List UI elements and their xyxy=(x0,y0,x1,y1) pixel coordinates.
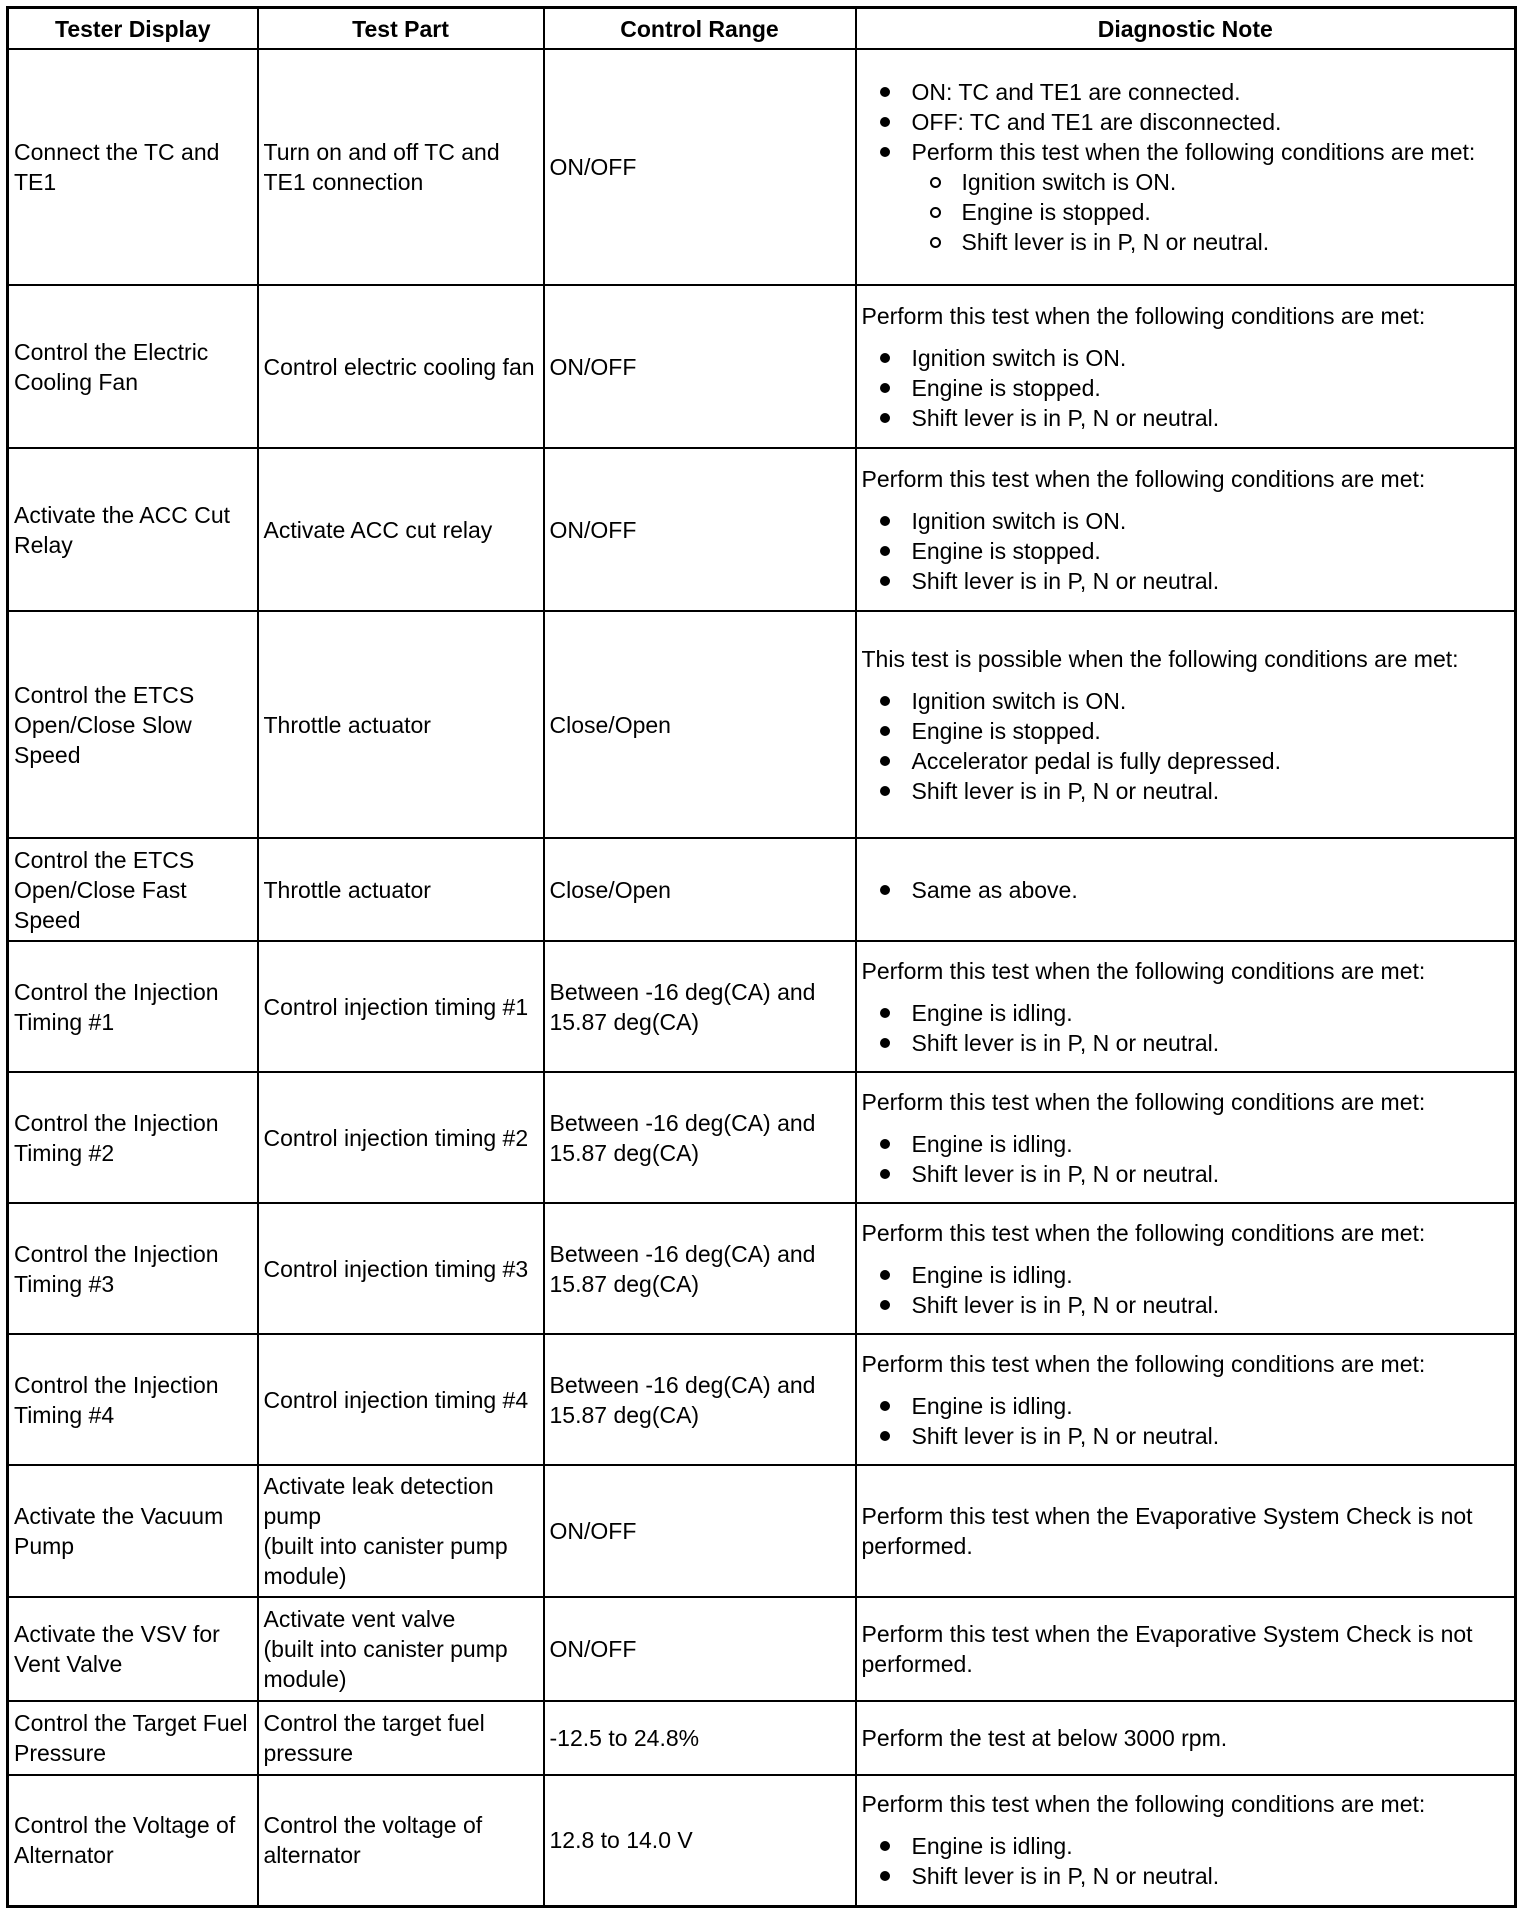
header-control-range: Control Range xyxy=(544,8,856,50)
tester-display-cell: Control the ETCS Open/Close Fast Speed xyxy=(8,838,258,941)
bullet-item: Engine is idling. xyxy=(862,1129,1510,1159)
note-bullets xyxy=(862,1129,1510,1189)
table-row xyxy=(8,941,1516,1072)
note-text: Perform this test when the following conditions are met: xyxy=(861,1088,1426,1115)
bullet-item: Engine is stopped. xyxy=(862,373,1510,403)
control-range-cell: -12.5 to 24.8% xyxy=(544,1701,856,1775)
test-part-cell: Control injection timing #1 xyxy=(258,941,544,1072)
tester-display-cell: Control the Injection Timing #3 xyxy=(8,1203,258,1334)
bullet-item: Engine is idling. xyxy=(862,1831,1510,1861)
control-range-cell: Between -16 deg(CA) and 15.87 deg(CA) xyxy=(544,1072,856,1203)
note-bullets xyxy=(862,1831,1510,1891)
note-bullets xyxy=(862,1391,1510,1451)
test-part-cell: Control the target fuel pressure xyxy=(258,1701,544,1775)
bullet-item: Engine is stopped. xyxy=(862,716,1510,746)
header-diagnostic-note: Diagnostic Note xyxy=(856,8,1516,50)
table-row xyxy=(8,1203,1516,1334)
bullet-item: Ignition switch is ON. xyxy=(862,686,1510,716)
diagnostic-note-cell xyxy=(856,448,1516,611)
sub-bullet-item: Shift lever is in P, N or neutral. xyxy=(862,227,1510,257)
test-part-line: (built into canister pump module) xyxy=(263,1533,508,1589)
diagnostic-note-cell xyxy=(856,611,1516,838)
bullet-item: Perform this test when the following conditions are met: xyxy=(862,137,1510,167)
test-part-line: Activate leak detection pump xyxy=(263,1473,494,1529)
tester-display-cell: Control the ETCS Open/Close Slow Speed xyxy=(8,611,258,838)
tester-display-cell: Control the Injection Timing #4 xyxy=(8,1334,258,1465)
active-test-table xyxy=(6,6,1517,1908)
table-row xyxy=(8,838,1516,941)
note-bullets xyxy=(862,1260,1510,1320)
sub-bullet-item: Engine is stopped. xyxy=(862,197,1510,227)
bullet-item: Engine is stopped. xyxy=(862,536,1510,566)
diagnostic-note-cell xyxy=(856,1775,1516,1906)
tester-display-cell: Connect the TC and TE1 xyxy=(8,49,258,285)
note-bullets xyxy=(862,343,1510,433)
tester-display-cell: Control the Voltage of Alternator xyxy=(8,1775,258,1906)
note-bullets xyxy=(862,998,1510,1058)
test-part-cell: Turn on and off TC and TE1 connection xyxy=(258,49,544,285)
table-row xyxy=(8,1597,1516,1701)
tester-display-cell: Control the Injection Timing #1 xyxy=(8,941,258,1072)
tester-display-cell: Activate the VSV for Vent Valve xyxy=(8,1597,258,1701)
table-row xyxy=(8,448,1516,611)
bullet-item: Shift lever is in P, N or neutral. xyxy=(862,1290,1510,1320)
diagnostic-note-cell xyxy=(856,1334,1516,1465)
diagnostic-note-cell: Perform this test when the Evaporative System Check is not performed. xyxy=(856,1597,1516,1701)
diagnostic-note-cell: Perform the test at below 3000 rpm. xyxy=(856,1701,1516,1775)
header-test-part: Test Part xyxy=(258,8,544,50)
note-text: This test is possible when the following conditions are met: xyxy=(861,645,1459,672)
diagnostic-note-cell xyxy=(856,1203,1516,1334)
control-range-cell: Between -16 deg(CA) and 15.87 deg(CA) xyxy=(544,1203,856,1334)
active-test-table-container xyxy=(6,6,1514,1908)
diagnostic-note-cell xyxy=(856,285,1516,448)
test-part-cell: Throttle actuator xyxy=(258,838,544,941)
bullet-item: Engine is idling. xyxy=(862,1260,1510,1290)
tester-display-cell: Control the Injection Timing #2 xyxy=(8,1072,258,1203)
bullet-item: Same as above. xyxy=(862,875,1510,905)
control-range-cell: ON/OFF xyxy=(544,1597,856,1701)
test-part-cell: Control injection timing #3 xyxy=(258,1203,544,1334)
note-text: Perform this test when the following conditions are met: xyxy=(861,302,1426,329)
note-text: Perform this test when the following conditions are met: xyxy=(861,1791,1426,1818)
bullet-item: ON: TC and TE1 are connected. xyxy=(862,77,1510,107)
test-part-line: Activate vent valve xyxy=(263,1606,456,1632)
table-row xyxy=(8,1775,1516,1906)
diagnostic-note-cell xyxy=(856,941,1516,1072)
test-part-cell xyxy=(258,1465,544,1597)
note-bullets xyxy=(862,686,1510,806)
diagnostic-note-cell xyxy=(856,838,1516,941)
bullet-item: Accelerator pedal is fully depressed. xyxy=(862,746,1510,776)
header-tester-display: Tester Display xyxy=(8,8,258,50)
control-range-cell: ON/OFF xyxy=(544,49,856,285)
note-sub-bullets xyxy=(862,167,1510,257)
tester-display-cell: Activate the Vacuum Pump xyxy=(8,1465,258,1597)
bullet-item: Shift lever is in P, N or neutral. xyxy=(862,1028,1510,1058)
test-part-cell: Control injection timing #2 xyxy=(258,1072,544,1203)
tester-display-cell: Activate the ACC Cut Relay xyxy=(8,448,258,611)
table-row xyxy=(8,285,1516,448)
bullet-item: Engine is idling. xyxy=(862,1391,1510,1421)
note-text: Perform this test when the following conditions are met: xyxy=(861,1219,1426,1246)
table-row xyxy=(8,49,1516,285)
control-range-cell: ON/OFF xyxy=(544,1465,856,1597)
note-text: Perform this test when the following conditions are met: xyxy=(861,1350,1426,1377)
sub-bullet-item: Ignition switch is ON. xyxy=(862,167,1510,197)
bullet-item: Ignition switch is ON. xyxy=(862,506,1510,536)
diagnostic-note-cell xyxy=(856,49,1516,285)
bullet-item: Shift lever is in P, N or neutral. xyxy=(862,1421,1510,1451)
diagnostic-note-cell: Perform this test when the Evaporative System Check is not performed. xyxy=(856,1465,1516,1597)
bullet-item: Shift lever is in P, N or neutral. xyxy=(862,403,1510,433)
note-bullets xyxy=(862,506,1510,596)
bullet-item: Engine is idling. xyxy=(862,998,1510,1028)
bullet-item: Shift lever is in P, N or neutral. xyxy=(862,1861,1510,1891)
test-part-cell: Activate ACC cut relay xyxy=(258,448,544,611)
control-range-cell: 12.8 to 14.0 V xyxy=(544,1775,856,1906)
table-row xyxy=(8,611,1516,838)
note-text: Perform this test when the following conditions are met: xyxy=(861,957,1426,984)
control-range-cell: ON/OFF xyxy=(544,285,856,448)
table-row xyxy=(8,1334,1516,1465)
control-range-cell: Close/Open xyxy=(544,611,856,838)
tester-display-cell: Control the Electric Cooling Fan xyxy=(8,285,258,448)
tester-display-cell: Control the Target Fuel Pressure xyxy=(8,1701,258,1775)
bullet-item: Shift lever is in P, N or neutral. xyxy=(862,566,1510,596)
control-range-cell: Between -16 deg(CA) and 15.87 deg(CA) xyxy=(544,941,856,1072)
table-row xyxy=(8,1465,1516,1597)
table-row xyxy=(8,1072,1516,1203)
header-row xyxy=(8,8,1516,50)
test-part-cell xyxy=(258,1597,544,1701)
test-part-line: (built into canister pump module) xyxy=(263,1636,508,1692)
note-text: Perform this test when the following conditions are met: xyxy=(861,465,1426,492)
test-part-cell: Throttle actuator xyxy=(258,611,544,838)
diagnostic-note-cell xyxy=(856,1072,1516,1203)
note-bullets xyxy=(862,875,1510,905)
bullet-item: OFF: TC and TE1 are disconnected. xyxy=(862,107,1510,137)
control-range-cell: Close/Open xyxy=(544,838,856,941)
test-part-cell: Control injection timing #4 xyxy=(258,1334,544,1465)
table-row xyxy=(8,1701,1516,1775)
control-range-cell: Between -16 deg(CA) and 15.87 deg(CA) xyxy=(544,1334,856,1465)
bullet-item: Shift lever is in P, N or neutral. xyxy=(862,1159,1510,1189)
note-bullets xyxy=(862,77,1510,167)
bullet-item: Shift lever is in P, N or neutral. xyxy=(862,776,1510,806)
test-part-cell: Control electric cooling fan xyxy=(258,285,544,448)
control-range-cell: ON/OFF xyxy=(544,448,856,611)
test-part-cell: Control the voltage of alternator xyxy=(258,1775,544,1906)
bullet-item: Ignition switch is ON. xyxy=(862,343,1510,373)
